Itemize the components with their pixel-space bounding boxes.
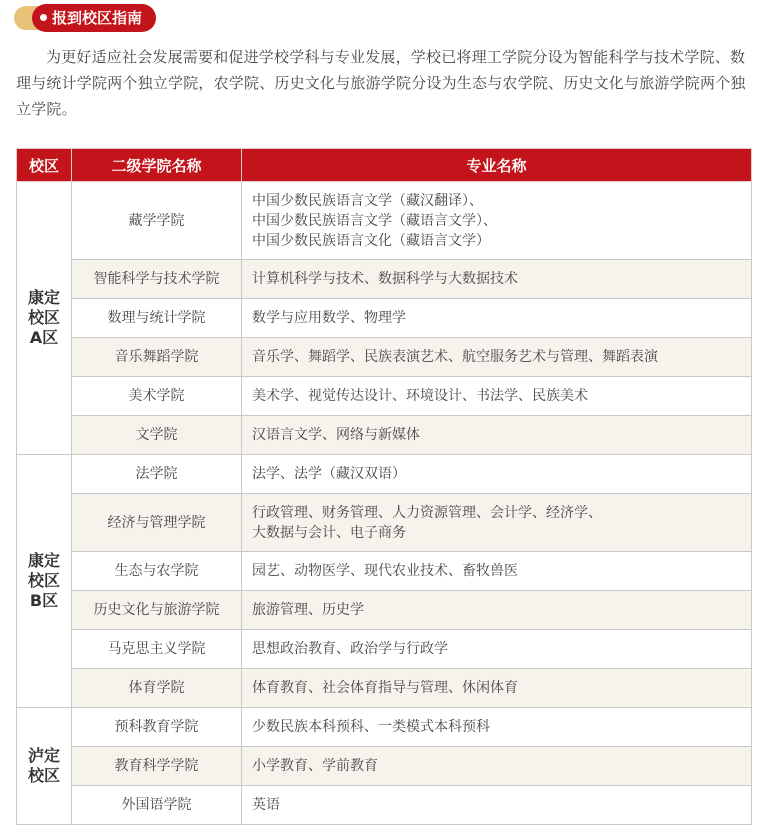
campus-cell bbox=[17, 708, 72, 825]
college-name: 智能科学与技术学院 bbox=[72, 260, 242, 299]
table-row bbox=[17, 182, 752, 260]
table-row bbox=[17, 747, 752, 786]
major-names bbox=[242, 708, 752, 747]
table-row bbox=[17, 669, 752, 708]
college-name: 生态与农学院 bbox=[72, 552, 242, 591]
major-line: 法学、法学（藏汉双语） bbox=[252, 466, 406, 482]
college-name: 音乐舞蹈学院 bbox=[72, 338, 242, 377]
college-name: 文学院 bbox=[72, 416, 242, 455]
header-college: 二级学院名称 bbox=[72, 149, 242, 182]
campus-name-line: A区 bbox=[29, 328, 59, 347]
major-line: 汉语言文学、网络与新媒体 bbox=[252, 427, 420, 443]
section-title: 报到校区指南 bbox=[32, 4, 156, 32]
college-name: 数理与统计学院 bbox=[72, 299, 242, 338]
header-major: 专业名称 bbox=[242, 149, 752, 182]
major-line: 美术学、视觉传达设计、环境设计、书法学、民族美术 bbox=[252, 388, 588, 404]
major-line: 英语 bbox=[252, 797, 280, 813]
campus-guide-table bbox=[16, 148, 752, 825]
major-line: 计算机科学与技术、数据科学与大数据技术 bbox=[252, 271, 518, 287]
table-row bbox=[17, 591, 752, 630]
table-row bbox=[17, 494, 752, 552]
intro-paragraph: 为更好适应社会发展需要和促进学校学科与专业发展，学校已将理工学院分设为智能科学与技术学院、数理与统计学院两个独立学院，农学院、历史文化与旅游学院分设为生态与农学院、历史文化与旅游学院两个独立学院。 bbox=[16, 48, 746, 118]
major-names bbox=[242, 182, 752, 260]
college-name: 预科教育学院 bbox=[72, 708, 242, 747]
campus-name-line: 康定 bbox=[27, 551, 60, 570]
major-line: 体育教育、社会体育指导与管理、休闲体育 bbox=[252, 680, 518, 696]
table-body bbox=[17, 182, 752, 825]
table-row bbox=[17, 708, 752, 747]
campus-name-line: B区 bbox=[29, 591, 59, 610]
table-row bbox=[17, 299, 752, 338]
major-line: 数学与应用数学、物理学 bbox=[252, 310, 406, 326]
campus-name-line: 康定 bbox=[27, 288, 60, 307]
college-name: 藏学学院 bbox=[72, 182, 242, 260]
major-names bbox=[242, 338, 752, 377]
major-names bbox=[242, 377, 752, 416]
major-line: 中国少数民族语言文学（藏汉翻译）、 bbox=[252, 192, 483, 209]
major-line: 小学教育、学前教育 bbox=[252, 758, 378, 774]
major-line: 中国少数民族语言文化（藏语言文学） bbox=[252, 232, 490, 249]
college-name: 体育学院 bbox=[72, 669, 242, 708]
major-names bbox=[242, 786, 752, 825]
campus-cell bbox=[17, 455, 72, 708]
major-names bbox=[242, 591, 752, 630]
college-name: 法学院 bbox=[72, 455, 242, 494]
college-name: 外国语学院 bbox=[72, 786, 242, 825]
major-names bbox=[242, 630, 752, 669]
table-row bbox=[17, 338, 752, 377]
major-names bbox=[242, 669, 752, 708]
major-line: 少数民族本科预科、一类模式本科预科 bbox=[252, 719, 490, 735]
campus-name-line: 校区 bbox=[27, 308, 60, 327]
college-name: 经济与管理学院 bbox=[72, 494, 242, 552]
major-line: 大数据与会计、电子商务 bbox=[252, 524, 406, 541]
major-line: 旅游管理、历史学 bbox=[252, 602, 364, 618]
table-row bbox=[17, 260, 752, 299]
campus-name-line: 校区 bbox=[27, 571, 60, 590]
major-line: 音乐学、舞蹈学、民族表演艺术、航空服务艺术与管理、舞蹈表演 bbox=[252, 349, 658, 365]
major-line: 中国少数民族语言文学（藏语言文学）、 bbox=[252, 212, 497, 229]
major-names bbox=[242, 416, 752, 455]
major-names bbox=[242, 747, 752, 786]
table-row bbox=[17, 416, 752, 455]
college-name: 历史文化与旅游学院 bbox=[72, 591, 242, 630]
table-row bbox=[17, 786, 752, 825]
campus-name-line: 校区 bbox=[27, 766, 60, 785]
major-names bbox=[242, 260, 752, 299]
college-name: 马克思主义学院 bbox=[72, 630, 242, 669]
major-names bbox=[242, 299, 752, 338]
major-names bbox=[242, 552, 752, 591]
college-name: 教育科学学院 bbox=[72, 747, 242, 786]
table-row bbox=[17, 552, 752, 591]
header-campus: 校区 bbox=[17, 149, 72, 182]
major-names bbox=[242, 455, 752, 494]
table-row bbox=[17, 630, 752, 669]
campus-name-line: 泸定 bbox=[27, 746, 60, 765]
major-line: 思想政治教育、政治学与行政学 bbox=[252, 641, 448, 657]
table-row bbox=[17, 455, 752, 494]
major-line: 行政管理、财务管理、人力资源管理、会计学、经济学、 bbox=[252, 504, 602, 521]
college-name: 美术学院 bbox=[72, 377, 242, 416]
campus-cell bbox=[17, 182, 72, 455]
major-line: 园艺、动物医学、现代农业技术、畜牧兽医 bbox=[252, 563, 518, 579]
table-header-row bbox=[17, 149, 752, 182]
major-names bbox=[242, 494, 752, 552]
table-row bbox=[17, 377, 752, 416]
